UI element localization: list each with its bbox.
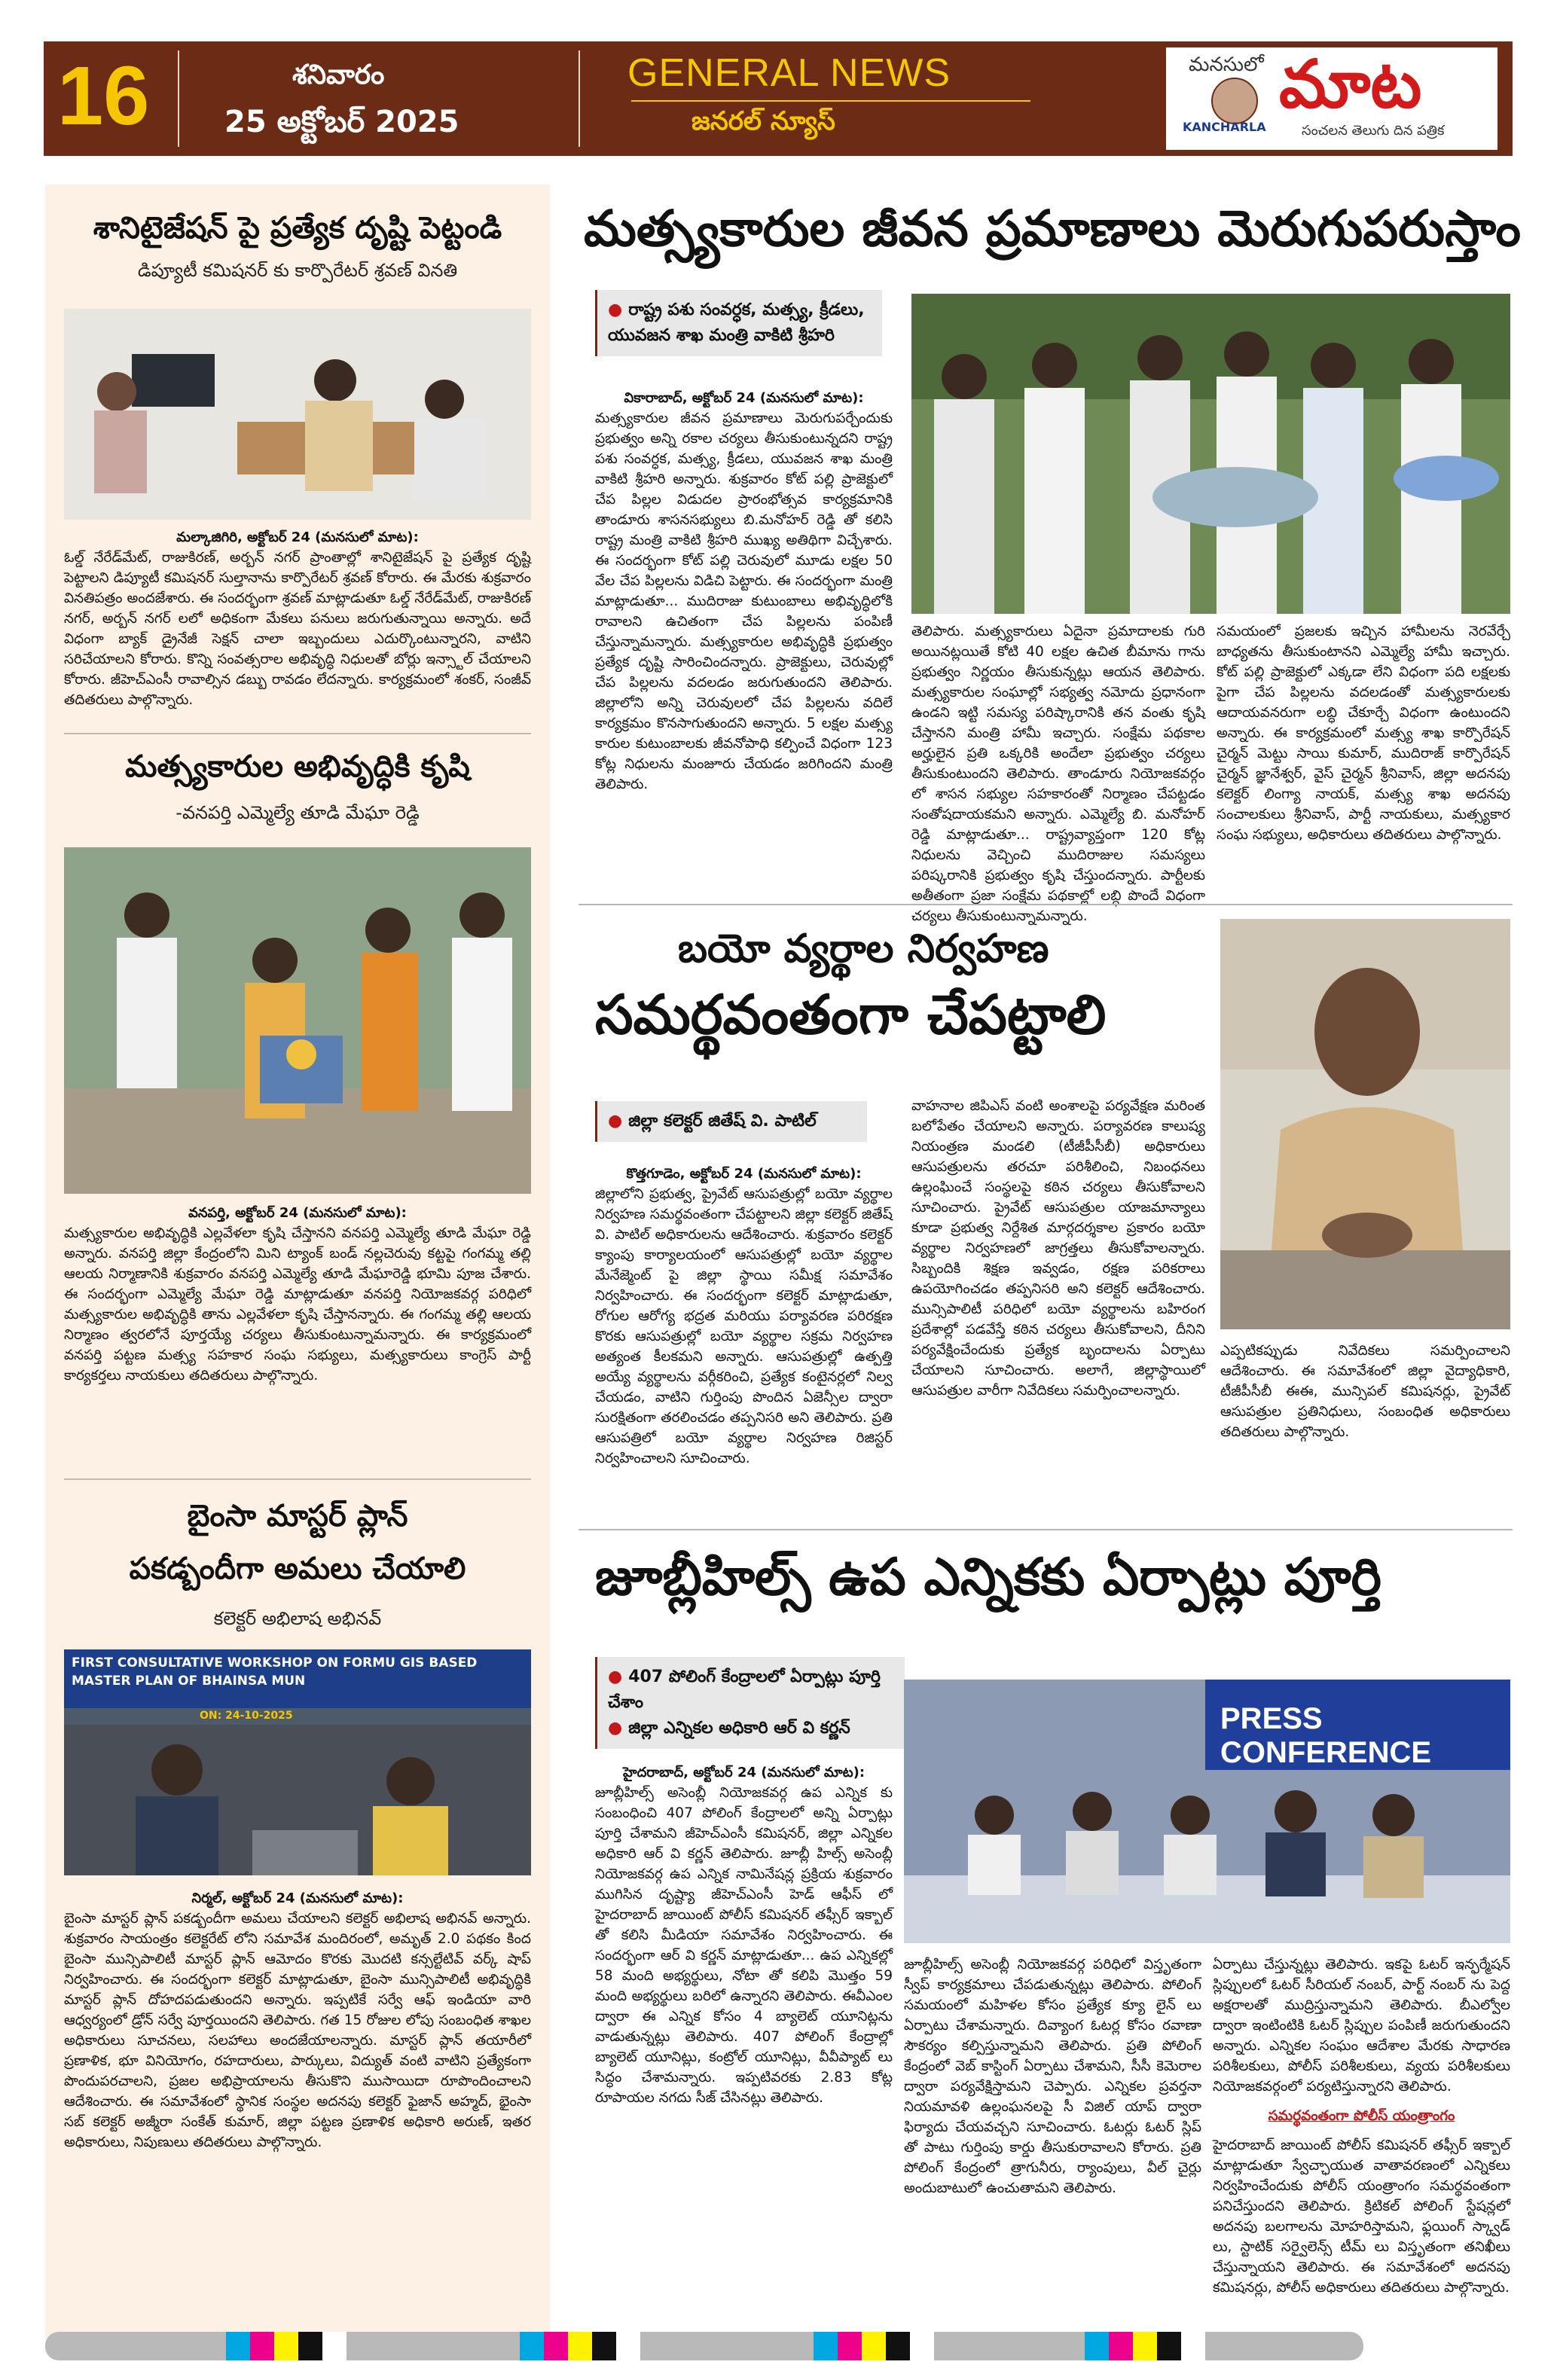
- sidebar-divider: [64, 733, 531, 734]
- sidebar-story1-text: ఓల్డ్ నేరేడ్‌మేట్, రాజుకిరణ్, అర్బన్ నగర్ ప్రాంతాల్లో శానిటైజేషన్ పై ప్రత్యేక దృష్టి పెట్టాలని డిప్యూటీ కమిషనర్ సుల్తానాను కార్పొరేటర్ శ్రవణ్ కోరారు. ఈ మేరకు శుక్రవారం వినతిపత్రం అందజేశారు. ఈ సందర్భంగా శ్రవణ్ మాట్లాడుతూ ఓల్డ్ నేరేడ్‌మేట్, రాజుకిరణ్ నగర్, అర్బన్ నగర్ లలో అధికంగా మేకలు పనులు జరుగుతున్నాయి అన్నారు. అదే విధంగా బ్యాక్ డ్రైనేజీ సెక్షన్ చాలా ఇబ్బందులు ఎదుర్కొంటున్నారని, వాటిని సరిచేయాలని కోరారు. కొన్ని సంవత్సరాల అభివృద్ధి నిధులతో బోర్లు ఇన్స్టాల్ చేయాలని కోరారు. జీహెచ్ఎంసీ రావాల్సిన డబ్బు రావడం లేదన్నారు. కార్యక్రమంలో శంకర్, సంజీవ్ తదితరులు పాల్గొన్నారు.: [64, 550, 531, 708]
- sidebar-story1-photo: [64, 309, 531, 520]
- sidebar-story3-photo: [64, 1649, 531, 1875]
- jubilee-text-4: హైదరాబాద్ జాయింట్ పోలీస్ కమిషనర్ తఫ్సీర్ ఇక్బాల్ మాట్లాడుతూ స్వేచ్ఛాయుత వాతావరణంలో ఎన్నికలు నిర్వహించేందుకు పోలీస్ యంత్రాంగం సమర్థవంతంగా పనిచేస్తుందని తెలిపారు. క్రిటికల్ పోలింగ్ స్టేషన్లలో అదనపు బలగాలను మోహరిస్తామని, ఫ్లయింగ్ స్క్వాడ్ లు, స్టాటిక్ సర్వైలెన్స్ టీమ్ లు విస్తృతంగా తనిఖీలు చేస్తున్నాయని తెలిపారు. ఈ సమావేశంలో అదనపు కమిషనర్లు, పోలీస్ అధికారులు తదితరులు పాల్గొన్నారు.: [1213, 2137, 1510, 2296]
- press-conference-banner: PRESS CONFERENCE: [1220, 1702, 1432, 1769]
- jubilee-highlight: [595, 1657, 905, 1749]
- sidebar-story1-body: [64, 527, 531, 716]
- logo-portrait-icon: [1211, 78, 1258, 124]
- jubilee-text-3: ఏర్పాటు చేస్తున్నట్లు తెలిపారు. ఇకపై ఓటర్ ఇన్ఫర్మేషన్ స్లిప్పులలో ఓటర్ సీరియల్ నంబర్, పార్ట్ నంబర్ ను పెద్ద అక్షరాలతో ముద్రిస్తున్నామని తెలిపారు. బీఎల్వోల ద్వారా ఇంటింటికి ఓటర్ స్లిప్పుల పంపిణీ జరుగుతుందని అన్నారు. ఎన్నికల సంఘం ఆదేశాల మేరకు సాధారణ పరిశీలకులు, పోలీస్ పరిశీలకులు, వ్యయ పరిశీలకులు నియోజకవర్గంలో పర్యటిస్తున్నారని తెలిపారు.: [1213, 1957, 1510, 2095]
- jubilee-highlight-1: 407 పోలింగ్ కేంద్రాలలో ఏర్పాట్లు పూర్తి చేశాం: [608, 1668, 881, 1712]
- sidebar-story3-title-1: బైంసా మాస్టర్ ప్లాన్: [187, 1499, 408, 1533]
- section-underline: [631, 100, 1030, 102]
- lead-headline: మత్స్యకారుల జీవన ప్రమాణాలు మెరుగుపరుస్తాం: [584, 200, 1521, 258]
- jubilee-headline: జూబ్లీహిల్స్ ఉప ఎన్నికకు ఏర్పాట్లు పూర్తి: [595, 1548, 1381, 1607]
- bio-photo: [1220, 919, 1510, 1329]
- masthead-divider: [178, 50, 179, 147]
- masthead-divider: [579, 50, 580, 147]
- masthead: [44, 41, 1513, 156]
- sidebar-story3-body: [64, 1888, 531, 2325]
- sidebar-story2-body: [64, 1203, 531, 1429]
- bio-body-col2: [911, 1096, 1205, 1518]
- bio-dateline: కొత్తగూడెం, అక్టోబర్ 24 (మనసులో మాట):: [626, 1166, 862, 1182]
- lead-text-3: సమయంలో ప్రజలకు ఇచ్చిన హామీలను నెరవేర్చే బాధ్యతను తీసుకుంటానని ఎమ్మెల్యే హామీ ఇచ్చారు. కోట్ పల్లి ప్రాజెక్టులో ఎక్కడా లేని విధంగా పది లక్షలకు పైగా చేప పిల్లలను వదలడంతో మత్స్యకారులకు ఆదాయవనరుగా లబ్ధి చేకూర్చే విధంగా ఉంటుందని అన్నారు. ఈ కార్యక్రమంలో మత్స్య శాఖ కార్పొరేషన్ చైర్మన్ మెట్టు సాయి కుమార్, ముదిరాజ్ కార్పొరేషన్ చైర్మన్ జ్ఞానేశ్వర్, వైస్ చైర్మన్ శ్రీనివాస్, జిల్లా అదనపు కలెక్టర్ లింగ్యా నాయక్, మత్స్య శాఖ అదనపు సంచాలకులు శ్రీనివాస్, పార్టీ నాయకులు, మత్స్యకార సంఘ సభ్యులు, అధికారులు తదితరులు పాల్గొన్నారు.: [1217, 624, 1510, 843]
- masthead-day: శనివారం: [292, 60, 385, 90]
- workshop-banner-date: ON: 24-10-2025: [200, 1710, 293, 1722]
- masthead-date: 25 అక్టోబర్ 2025: [224, 105, 459, 139]
- section-title-en: GENERAL NEWS: [627, 51, 951, 95]
- sidebar-divider: [64, 1478, 531, 1480]
- lead-highlight: [595, 290, 882, 356]
- sidebar-story2-photo: [64, 847, 531, 1194]
- bio-body-col1: [595, 1164, 893, 1518]
- bio-highlight-text: జిల్లా కలెక్టర్ జితేష్ వి. పాటిల్: [628, 1112, 817, 1130]
- lead-dateline: వికారాబాద్, అక్టోబర్ 24 (మనసులో మాట):: [624, 390, 864, 406]
- lead-body-col3: [1217, 621, 1510, 896]
- lead-body-col1: [595, 388, 893, 896]
- jubilee-body-col3: [1213, 1954, 1510, 2324]
- section-title-te: జనరల్ న్యూస్: [691, 106, 835, 136]
- lead-text-2: తెలిపారు. మత్స్యకారులు ఏదైనా ప్రమాదాలకు గురి అయినట్లయితే కోటి 40 లక్షల ఉచిత బీమాను గాను ప్రభుత్వం నిర్ణయం తీసుకున్నట్లు ఆయన తెలిపారు. మత్స్యకారుల సంఘాల్లో సభ్యత్వ నమోదు ప్రధానంగా ఉండని ఇట్టి సమస్య పరిష్కారానికి తన వంతు కృషి చేస్తానని మంత్రి హామీ ఇచ్చారు. సంక్షేమ పథకాల అర్హులైన ప్రతి ఒక్కరికి అందేలా ప్రభుత్వం చర్యలు తీసుకుంటుందని తెలిపారు. తాండూరు నియోజకవర్గం లో శాసన సభ్యుల సహకారంతో నిర్మాణం చేపట్టడం సంతోషదాయకమని అన్నారు. ఎమ్మెల్యే బి. మనోహర్ రెడ్డి మాట్లాడుతూ... రాష్ట్రవ్యాప్తంగా 120 కోట్ల నిధులను వెచ్చించి ముదిరాజుల సమస్యలు పరిష్కరానికి ప్రభుత్వం కృషి చేస్తుందన్నారు. పార్టీలకు అతీతంగా ప్రజా సంక్షేమ పథకాల్లో లబ్ధి పొందే విధంగా చర్యలు తీసుకుంటున్నామన్నారు.: [911, 624, 1205, 924]
- bullet-icon: ●: [608, 1668, 623, 1686]
- sidebar-story1-subtitle: డిప్యూటీ కమిషనర్ కు కార్పొరేటర్ శ్రవణ్ వినతి: [137, 260, 458, 281]
- sidebar-story3-title-2: పకడ్బందీగా అమలు చేయాలి: [129, 1552, 466, 1586]
- sidebar-story2-subtitle: -వనపర్తి ఎమ్మెల్యే తూడి మేఘా రెడ్డి: [176, 802, 420, 823]
- sidebar-column: [45, 185, 550, 2339]
- jubilee-text-2: జూబ్లీహిల్స్ అసెంబ్లీ నియోజకవర్గ పరిధిలో విస్తృతంగా స్వీప్ కార్యక్రమాలు చేపడుతున్నట్లు తెలిపారు. పోలింగ్ సమయంలో మహిళల కోసం ప్రత్యేక క్యూ లైన్ లు ఏర్పాటు చేశామన్నారు. దివ్యాంగ ఓటర్ల కోసం రవాణా సౌకర్యం కల్పిస్తున్నామని తెలిపారు. ప్రతి పోలింగ్ కేంద్రంలో వెబ్ కాస్టింగ్ ఏర్పాటు చేశామని, సీసీ కెమెరాల ద్వారా పర్యవేక్షిస్తామని చెప్పారు. ఎన్నికల ప్రవర్తనా నియమావళి ఉల్లంఘనలపై సీ విజిల్ యాప్ ద్వారా ఫిర్యాదు చేయవచ్చని సూచించారు. ఓటర్లు ఓటర్ స్లిప్ తో పాటు గుర్తింపు కార్డు తీసుకురావాలని కోరారు. ప్రతి పోలింగ్ కేంద్రంలో త్రాగునీరు, ర్యాంపులు, వీల్ చైర్లు అందుబాటులో ఉంచుతామని తెలిపారు.: [904, 1957, 1201, 2196]
- newspaper-logo: [1166, 44, 1497, 150]
- lead-text-1: మత్స్యకారుల జీవన ప్రమాణాలు మెరుగుపర్చేందుకు ప్రభుత్వం అన్ని రకాల చర్యలు తీసుకుంటున్నదని రాష్ట్ర పశు సంవర్ధక, మత్స్య, క్రీడలు, యువజన శాఖ మంత్రి వాకిటి శ్రీహరి అన్నారు. శుక్రవారం కోట్ పల్లి ప్రాజెక్టులో చేప పిల్లల విడుదల ప్రారంభోత్సవ కార్యక్రమానికి తాండూరు శాసనసభ్యులు బి.మనోహర్ రెడ్డి తో కలిసి రాష్ట్ర మంత్రి వాకిటి శ్రీహరి ముఖ్య అతిథిగా విచ్చేశారు. ఈ సందర్భంగా కోట్ పల్లి చెరువులో మూడు లక్షల 50 వేల చేప పిల్లలను విడిచి పెట్టారు. ఈ సందర్భంగా మంత్రి మాట్లాడుతూ... ముదిరాజు కుటుంబాలు అభివృద్ధిలోకి రావాలని ఉచితంగా చేప పిల్లలను పంపిణీ చేస్తున్నామన్నారు. మత్స్యకారుల అభివృద్ధికి ప్రభుత్వం ప్రత్యేక దృష్టి సారించిందన్నారు. ప్రాజెక్టులు, చెరువుల్లో చేప పిల్లలను వదలడం జరుగుతుందని తెలిపారు. జిల్లాలోని అన్ని చెరువులలో చేప పిల్లలను వదిలే కార్యక్రమం కొనసాగుతుందని అన్నారు. 5 లక్షల మత్స్య కారుల కుటుంబాలకు జీవనోపాధి కల్పించే విధంగా 123 కోట్ల నిధులను మంజూరు చేయడం జరిగిందని మంత్రి తెలిపారు.: [595, 410, 893, 792]
- color-registration-bar-left: [45, 2332, 1363, 2360]
- lead-body-col2: [911, 621, 1205, 924]
- jubilee-photo: [904, 1680, 1510, 1943]
- logo-tagline: సంచలన తెలుగు దిన పత్రిక: [1302, 123, 1445, 139]
- bullet-icon: ●: [608, 1112, 623, 1130]
- jubilee-dateline: హైదరాబాద్, అక్టోబర్ 24 (మనసులో మాట):: [622, 1765, 866, 1780]
- sidebar-story2-dateline: వనపర్తి, అక్టోబర్ 24 (మనసులో మాట):: [188, 1205, 407, 1221]
- logo-main-text: మాట: [1279, 44, 1422, 123]
- bio-text-2: వాహనాల జిపిఎస్ వంటి అంశాలపై పర్యవేక్షణ మరింత బలోపేతం చేయాలని అన్నారు. పర్యావరణ కాలుష్య నియంత్రణ మండలి (టీజీపీసీబీ) అధికారులు ఆసుపత్రులను తరచూ పరిశీలించి, నిబంధనలు ఉల్లంఘించే సంస్థలపై కఠిన చర్యలు తీసుకోవాలని సూచించారు. ప్రైవేట్ ఆసుపత్రుల యాజమాన్యాలు కూడా ప్రభుత్వ నిర్దేశిత మార్గదర్శకాల ప్రకారం బయో వ్యర్థాల నిర్వహణలో జాగ్రత్తలు తీసుకోవాలన్నారు. సిబ్బందికి శిక్షణ ఇవ్వడం, రక్షణ పరికరాలు ఉపయోగించడం తప్పనిసరి అని కలెక్టర్ ఆదేశించారు. మున్సిపాలిటీ పరిధిలో బయో వ్యర్థాలను బహిరంగ ప్రదేశాల్లో పడవేస్తే కఠిన చర్యలు తీసుకోవాలని, దీనిని పర్యవేక్షించేందుకు ప్రత్యేక బృందాలను ఏర్పాటు చేయాలని సూచించారు. అలాగే, జిల్లాస్థాయిలో ఆసుపత్రుల వారీగా నివేదికలు సమర్పించాలన్నారు.: [911, 1098, 1205, 1399]
- jubilee-police-subhead: సమర్థవంతంగా పోలీస్ యంత్రాంగం: [1268, 2108, 1455, 2124]
- lead-highlight-text: రాష్ట్ర పశు సంవర్ధక, మత్స్య, క్రీడలు, యువజన శాఖ మంత్రి వాకిటి శ్రీహరి: [608, 301, 865, 345]
- jubilee-body-col1: [595, 1762, 893, 2324]
- logo-brand: KANCHARLA: [1183, 120, 1266, 134]
- bio-highlight: [595, 1101, 867, 1142]
- section-divider: [579, 904, 1513, 905]
- bio-text-1: జిల్లాలోని ప్రభుత్వ, ప్రైవేట్ ఆసుపత్రుల్లో బయో వ్యర్థాల నిర్వహణ సమర్థవంతంగా చేపట్టాలని జిల్లా కలెక్టర్ జితేష్ వి. పాటిల్ అధికారులను ఆదేశించారు. శుక్రవారం కలెక్టర్ క్యాంపు కార్యాలయంలో ఆసుపత్రుల్లో బయో వ్యర్థాల మేనేజ్మెంట్ పై జిల్లా స్థాయి సమీక్ష సమావేశం నిర్వహించారు. ఈ సందర్భంగా కలెక్టర్ మాట్లాడుతూ, రోగుల ఆరోగ్య భద్రత మరియు పర్యావరణ పరిరక్షణ కొరకు ఆసుపత్రుల్లో బయో వ్యర్థాల సక్రమ నిర్వహణ అత్యంత కీలకమని అన్నారు. ఆసుపత్రుల్లో ఉత్పత్తి అయ్యే వ్యర్థాలను వర్గీకరించి, ప్రత్యేక కంటైనర్లలో నిల్వ చేయడం, వాటిని గుర్తింపు పొందిన ఏజెన్సీల ద్వారా సురక్షితంగా తరలించడం తప్పనిసరి అని తెలిపారు. ప్రతి ఆసుపత్రిలో బయో వ్యర్థాల నిర్వహణ రిజిస్టర్ నిర్వహించాలని సూచించారు.: [595, 1186, 893, 1466]
- bullet-icon: ●: [608, 1719, 623, 1738]
- bio-headline-2: సమర్థవంతంగా చేపట్టాలి: [595, 983, 1107, 1046]
- logo-small-text: మనసులో: [1189, 53, 1264, 76]
- sidebar-story2-text: మత్స్యకారుల అభివృద్ధికి ఎల్లవేళలా కృషి చేస్తానని వనపర్తి ఎమ్మెల్యే తూడి మేఘా రెడ్డి అన్నారు. వనపర్తి జిల్లా కేంద్రంలోని మిని ట్యాంక్ బండ్ నల్లచెరువు కట్టపై గంగమ్మ తల్లి ఆలయ నిర్మాణానికి శుక్రవారం వనపర్తి ఎమ్మెల్యే తూడి మేఘారెడ్డి భూమి పూజ చేశారు. ఈ సందర్భంగా ఎమ్మెల్యే మేఘా రెడ్డి మాట్లాడుతూ వనపర్తి నియోజకవర్గ పరిధిలో మత్స్యకారుల అభివృద్ధికి తాను ఎల్లవేళలా కృషి చేస్తానన్నారు. ఈ గంగమ్మ తల్లి ఆలయ నిర్మాణం త్వరలోనే పూర్తయ్యే చర్యలు తీసుకుంటున్నామన్నారు. ఈ కార్యక్రమంలో వనపర్తి పట్టణ మత్స్య సహకార సంఘ సభ్యులు, మత్స్యకారులు కాంగ్రెస్ పార్టీ కార్యకర్తలు నాయకులు తదితరులు పాల్గొన్నారు.: [64, 1225, 531, 1384]
- bio-headline-1: బయో వ్యర్థాల నిర్వహణ: [678, 926, 1049, 972]
- sidebar-story3-dateline: నిర్మల్, అక్టోబర్ 24 (మనసులో మాట):: [191, 1890, 404, 1906]
- bio-text-3: ఎప్పటికప్పుడు నివేదికలు సమర్పించాలని ఆదేశించారు. ఈ సమావేశంలో జిల్లా వైద్యాధికారి, టీజీపీసీబీ ఈఈ, మున్సిపల్ కమిషనర్లు, ప్రైవేట్ ఆసుపత్రుల ప్రతినిధులు, సంబంధిత అధికారులు తదితరులు పాల్గొన్నారు.: [1220, 1343, 1510, 1440]
- sidebar-story2-title: మత్స్యకారుల అభివృద్ధికి కృషి: [125, 749, 470, 784]
- jubilee-body-col2: [904, 1954, 1201, 2324]
- sidebar-story3-text: బైంసా మాస్టర్ ప్లాన్ పకడ్బందీగా అమలు చేయాలని కలెక్టర్ అభిలాష అభినవ్ అన్నారు. శుక్రవారం సాయంత్రం కలెక్టరేట్ లోని సమావేశ మందిరంలో, అమృత్ 2.0 పథకం కింద బైంసా మున్సిపాలిటీ మాస్టర్ ప్లాన్ ఆమోదం కొరకు మొదటి కన్సల్టేటివ్ వర్క్ షాప్ నిర్వహించారు. ఈ సందర్భంగా కలెక్టర్ మాట్లాడుతూ, బైంసా మున్సిపాలిటీ అభివృద్ధికి మాస్టర్ ప్లాన్ దోహదపడుతుందని అన్నారు. ఇప్పటికే సర్వే ఆఫ్ ఇండియా వారి ఆధ్వర్యంలో డ్రోన్ సర్వే పూర్తయిందని తెలిపారు. గత 15 రోజుల లోపు సంబంధిత శాఖల అధికారులు సూచనలు, సలహాలు అందజేయాలన్నారు. మాస్టర్ ప్లాన్ తయారీలో ప్రణాళిక, భూ వినియోగం, రహదారులు, పార్కులు, విద్యుత్ వంటి వాటిని ప్రత్యేకంగా పొందుపరచాలని, ప్రజల అభిప్రాయాలను తీసుకొని ముసాయిదా రూపొందించాలని ఆదేశించారు. ఈ సమావేశంలో స్థానిక సంస్థల అదనపు కలెక్టర్ ఫైజాన్ అహ్మద్, భైంసా సబ్ కలెక్టర్ అజ్మీరా సంకేత్ కుమార్, జిల్లా పట్టణ ప్రణాళిక అధికారి అరుణ్, ఇతర అధికారులు, నిపుణులు తదితరులు పాల్గొన్నారు.: [64, 1911, 531, 2150]
- lead-photo: [911, 294, 1510, 614]
- jubilee-text-1: జూబ్లీహిల్స్ అసెంబ్లీ నియోజకవర్గ ఉప ఎన్నిక కు సంబంధించి 407 పోలింగ్ కేంద్రాలలో అన్ని ఏర్పాట్లు పూర్తి చేశామని జీహెచ్ఎంసీ కమిషనర్, జిల్లా ఎన్నికల అధికారి ఆర్ వి కర్ణన్ తెలిపారు. జూబ్లీ హిల్స్ అసెంబ్లీ నియోజకవర్గ ఉప ఎన్నిక నామినేషన్ల ప్రక్రియ శుక్రవారం ముగిసిన దృష్ట్యా జీహెచ్ఎంసీ హెడ్ ఆఫీస్ లో హైదరాబాద్ జాయింట్ పోలీస్ కమిషనర్ తఫ్సీర్ ఇక్బాల్ తో కలిసి మీడియా సమావేశం నిర్వహించారు. ఈ సందర్భంగా ఆర్ వి కర్ణన్ మాట్లాడుతూ... ఉప ఎన్నికల్లో 58 మంది అభ్యర్థులు, నోటా తో కలిపి మొత్తం 59 మంది అభ్యర్థులు బరిలో ఉన్నారని తెలిపారు. ఈవీఎంల ద్వారా ఈ ఎన్నిక కోసం 4 బ్యాలెట్ యూనిట్లను వాడుతున్నట్లు తెలిపారు. 407 పోలింగ్ కేంద్రాల్లో బ్యాలెట్ యూనిట్లు, కంట్రోల్ యూనిట్లు, వీవీప్యాట్ లు సిద్ధం చేశామన్నారు. ఇప్పటివరకు 2.83 కోట్ల రూపాయల నగదు సీజ్ చేసినట్లు తెలిపారు.: [595, 1785, 893, 2106]
- jubilee-highlight-2: జిల్లా ఎన్నికల అధికారి ఆర్ వి కర్ణన్: [628, 1719, 850, 1738]
- sidebar-story1-dateline: మల్కాజిగిరి, అక్టోబర్ 24 (మనసులో మాట):: [176, 529, 419, 545]
- page-number: 16: [57, 50, 150, 142]
- sidebar-story3-subtitle: కలెక్టర్ అభిలాష అభినవ్: [213, 1608, 382, 1629]
- section-divider: [579, 1529, 1513, 1530]
- bullet-icon: ●: [608, 301, 623, 319]
- workshop-banner: FIRST CONSULTATIVE WORKSHOP ON FORMU GIS BASED MASTER PLAN OF BHAINSA MUN: [64, 1649, 531, 1708]
- sidebar-story1-title: శానిటైజేషన్ పై ప్రత్యేక దృష్టి పెట్టండి: [93, 211, 502, 246]
- bio-body-col3: [1220, 1341, 1510, 1518]
